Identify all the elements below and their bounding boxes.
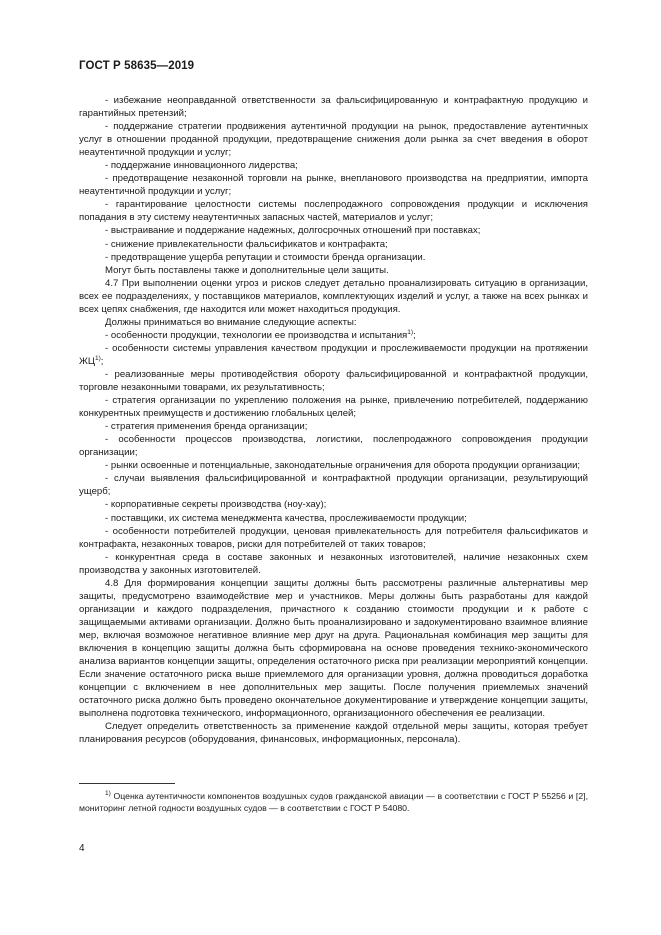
paragraph-text: - стратегия применения бренда организации; — [105, 421, 308, 433]
body-text — [79, 94, 588, 746]
paragraph-text: - поставщики, их система менеджмента качества, прослеживаемости продукции; — [105, 512, 467, 524]
paragraph-text: - гарантирование целостности системы послепродажного сопровождения продукции и исключения попадания в эту систему неаутентичных запасных частей, материалов и услуг; — [79, 199, 588, 224]
paragraph-text: - поддержание инновационного лидерства; — [105, 160, 298, 172]
paragraph-text: - предотвращение ущерба репутации и стоимости бренда организации. — [105, 251, 426, 263]
paragraph-text: - предотвращение незаконной торговли на рынке, внепланового производства на предприятии, импорта неаутентичной продукции и услуг; — [79, 173, 588, 198]
paragraph — [79, 224, 588, 237]
footnote-text: Оценка аутентичности компонентов воздушных судов гражданской авиации — в соответствии с ГОСТ Р 55256 и [2], мониторинг летной годности воздушных судов — в соответствии с ГОСТ Р 54080. — [79, 791, 588, 814]
footnote-marker: 1) — [105, 790, 111, 797]
paragraph — [79, 251, 588, 264]
paragraph-punctuation: ; — [100, 355, 104, 367]
paragraph — [79, 394, 588, 420]
paragraph-text: - стратегия организации по укреплению положения на рынке, привлечению потребителей, поддержанию конкурентных преимуществ и достижению глобальных целей; — [79, 395, 588, 420]
paragraph-text: - избежание неоправданной ответственности за фальсифицированную и контрафактную продукцию и гарантийных претензий; — [79, 95, 588, 120]
paragraph — [79, 159, 588, 172]
paragraph-text: Должны приниматься во внимание следующие аспекты: — [105, 316, 357, 328]
paragraph — [79, 525, 588, 551]
paragraph-punctuation: ; — [413, 329, 416, 341]
paragraph — [79, 316, 588, 329]
paragraph-text: - выстраивание и поддержание надежных, долгосрочных отношений при поставках; — [105, 225, 481, 237]
paragraph — [79, 720, 588, 746]
document-header: ГОСТ Р 58635—2019 — [79, 60, 195, 72]
paragraph-text: - особенности потребителей продукции, ценовая привлекательность для потребителя фальсификатов и контрафакта, незаконных товаров, риски для потребителей от таких товаров; — [79, 525, 588, 550]
footnote — [79, 790, 588, 815]
footnote-separator — [79, 783, 175, 784]
paragraph — [79, 198, 588, 224]
page-number: 4 — [79, 843, 85, 854]
paragraph-text: - конкурентная среда в составе законных и незаконных изготовителей, наличие незаконных схем производства у законных изготовителей. — [79, 551, 588, 576]
paragraph-text: - случаи выявления фальсифицированной и контрафактной продукции организации, результирующий ущерб; — [79, 473, 588, 498]
paragraph — [79, 512, 588, 525]
paragraph-text: - реализованные меры противодействия обороту фальсифицированной и контрафактной продукции, торговле незаконными товарами, их результативность; — [79, 368, 588, 394]
paragraph-text: - корпоративные секреты производства (ноу-хау); — [105, 499, 327, 511]
paragraph — [79, 264, 588, 277]
paragraph — [79, 329, 588, 342]
footnote-reference: 1) — [94, 354, 101, 362]
paragraph — [79, 472, 588, 498]
paragraph — [79, 342, 588, 368]
paragraph-text: - особенности процессов производства, логистики, послепродажного сопровождения продукции организации; — [79, 434, 588, 459]
paragraph — [79, 577, 588, 721]
paragraph-text: - особенности продукции, технологии ее производства и испытания — [105, 329, 408, 341]
footnote-reference: 1) — [407, 328, 414, 336]
paragraph-text: Следует определить ответственность за применение каждой отдельной меры защиты, которая требует планирования ресурсов (оборудования, финансовых, информационных, персонала). — [79, 721, 588, 746]
paragraph — [79, 94, 588, 120]
paragraph — [79, 551, 588, 577]
paragraph-text: 4.8 Для формирования концепции защиты должны быть рассмотрены различные альтернативы мер защиты, предусмотрено взаимодействие мер и участников. Меры должны быть разработаны для каждой организации и каждого подразделения, причастного к созданию стоимости продукции и к работе с защищаемыми активами организации. Должно быть проанализировано и задокументировано взаимное влияние мер, включая возможное негативное влияние мер друг на друга. Рациональная комбинация мер защиты для включения в концепцию защиты должна быть сформирована на основе проведения технико-экономического анализа вариантов концепции защиты, определения остаточного риска при реализации мероприятий концепции. Если значение остаточного риска выше приемлемого для организации уровня, должна проводиться доработка концепции с включением в нее дополнительных мер защиты. После получения приемлемых значений остаточного риска должно быть проведено окончательное документирование и утверждение концепции защиты, выполнена подготовка технического, информационного, организационного обеспечения ее реализации. — [79, 577, 588, 720]
paragraph — [79, 420, 588, 433]
paragraph-text: - рынки освоенные и потенциальные, законодательные ограничения для оборота продукции организации; — [105, 460, 581, 472]
paragraph-text: Могут быть поставлены также и дополнительные цели защиты. — [105, 264, 389, 276]
paragraph-text: 4.7 При выполнении оценки угроз и рисков следует детально проанализировать ситуацию в организации, всех ее подразделениях, у поставщиков материалов, комплектующих изделий и услуг, а также на всех рынках и всех цепях снабжения, где находится или может находиться продукция. — [79, 277, 588, 315]
paragraph-text: - поддержание стратегии продвижения аутентичной продукции на рынок, предоставление аутентичных услуг в отношении проданной продукции, предотвращение снижения доли рынка за счет введения в оборот неаутентичной продукции и услуг; — [79, 121, 588, 159]
paragraph — [79, 172, 588, 198]
paragraph — [79, 459, 588, 472]
paragraph — [79, 238, 588, 251]
paragraph-text: - особенности системы управления качеством продукции и прослеживаемости продукции на протяжении ЖЦ — [79, 342, 588, 367]
paragraph — [79, 498, 588, 511]
paragraph — [79, 368, 588, 394]
paragraph — [79, 433, 588, 459]
paragraph — [79, 120, 588, 159]
paragraph — [79, 277, 588, 316]
paragraph-text: - снижение привлекательности фальсификатов и контрафакта; — [105, 238, 388, 250]
